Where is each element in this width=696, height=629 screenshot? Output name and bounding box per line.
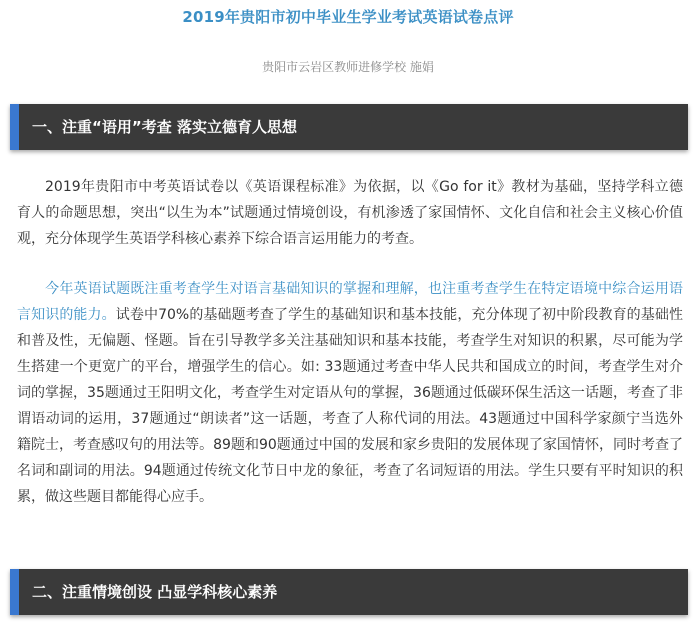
paragraph-1 bbox=[17, 174, 683, 252]
section-header-label: 一、注重“语用”考查 落实立德育人思想 bbox=[32, 118, 297, 136]
article-title: 2019年贵阳市初中毕业生学业考试英语试卷点评 bbox=[182, 8, 514, 26]
article-author: 贵阳市云岩区教师进修学校 施娟 bbox=[262, 60, 434, 74]
paragraph-1-text: 2019年贵阳市中考英语试卷以《英语课程标准》为依据，以《Go for it》教材为基础，坚持学科立德育人的命题思想，突出“以生为本”试题通过情境创设，有机渗透了家国情怀、文化自信和社会主义核心价值观，充分体现学生英语学科核心素养下综合语言运用能力的考查。 bbox=[17, 179, 683, 247]
paragraph-2-text: 试卷中70%的基础题考查了学生的基础知识和基本技能，充分体现了初中阶段教育的基础性和普及性，无偏题、怪题。旨在引导教学多关注基础知识和基本技能，考查学生对知识的积累，尽可能为学生搭建一个更宽广的平台，增强学生的信心。如: 33题通过考查中华人民共和国成立的时间，考查学生对介词的掌握，35题通过王阳明文化，考查学生对定语从句的掌握，36题通过低碳环保生活这一话题，考查了非谓语动词的运用，37题通过“朗读者”这一话题，考查了人称代词的用法。43题通过中国科学家颜宁当选外籍院士，考查感叹句的用法等。89题和90题通过中国的发展和家乡贵阳的发展体现了家国情怀，同时考查了名词和副词的用法。94题通过传统文化节日中龙的象征，考查了名词短语的用法。学生只要有平时知识的积累，做这些题目都能得心应手。 bbox=[17, 307, 683, 505]
section-header-accent-bar bbox=[10, 569, 19, 615]
paragraph-2-highlight: 今年英语试题既注重考查学生对语言基础知识的掌握和理解，也注重考查学生在特定语境中综合运用语言知识的能力。 bbox=[17, 281, 683, 323]
section-header-1 bbox=[10, 104, 688, 150]
section-header-label: 二、注重情境创设 凸显学科核心素养 bbox=[32, 583, 278, 601]
section-header-accent-bar bbox=[10, 104, 19, 150]
section-header-2 bbox=[10, 569, 688, 615]
paragraph-2 bbox=[17, 276, 683, 510]
